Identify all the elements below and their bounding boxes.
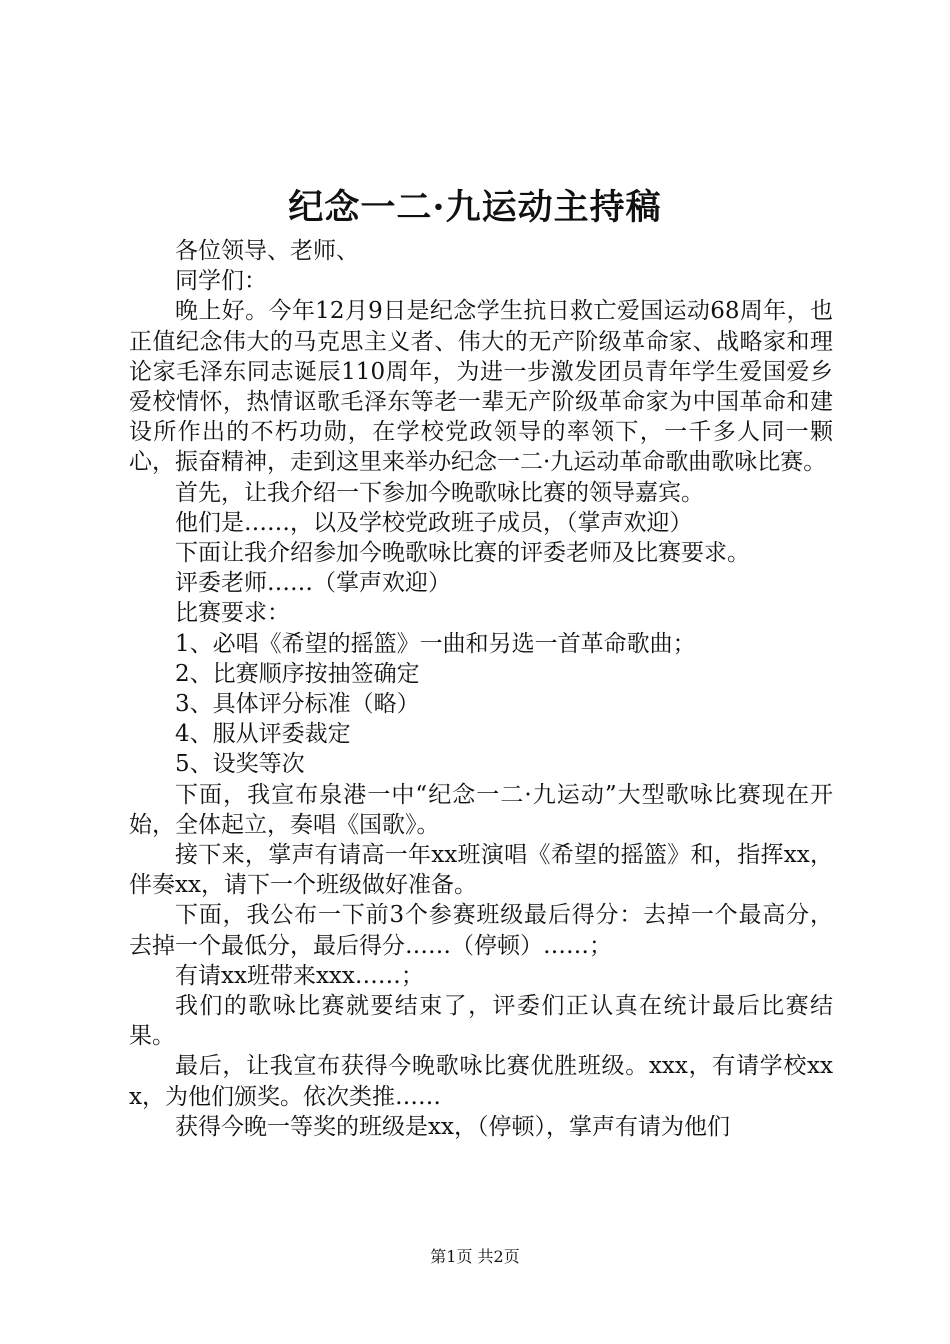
list-item: 3、具体评分标准（略） — [175, 691, 420, 718]
page-number-footer: 第1页 共2页 — [430, 1247, 520, 1266]
list-item: 4、服从评委裁定 — [175, 721, 351, 748]
document-body — [129, 236, 833, 1142]
paragraph: 下面，我宣布泉港一中“纪念一二·九运动”大型歌咏比赛现在开始，全体起立，奏唱《国歌》。 — [129, 781, 833, 838]
document-title: 纪念一二·九运动主持稿 — [288, 187, 662, 228]
paragraph: 下面，我公布一下前3个参赛班级最后得分：去掉一个最高分，去掉一个最低分，最后得分……（停顿）……； — [129, 902, 833, 959]
paragraph: 首先，让我介绍一下参加今晚歌咏比赛的领导嘉宾。 — [175, 479, 704, 506]
paragraph: 下面让我介绍参加今晚歌咏比赛的评委老师及比赛要求。 — [175, 540, 750, 567]
list-item: 5、设奖等次 — [175, 751, 305, 778]
paragraph: 我们的歌咏比赛就要结束了，评委们正认真在统计最后比赛结果。 — [129, 993, 833, 1050]
paragraph: 他们是……，以及学校党政班子成员，（掌声欢迎） — [175, 509, 693, 536]
paragraph: 最后，让我宣布获得今晚歌咏比赛优胜班级。xxx，有请学校xxx，为他们颁奖。依次类推…… — [129, 1053, 833, 1110]
paragraph: 同学们： — [175, 268, 267, 295]
paragraph: 比赛要求： — [175, 600, 290, 627]
paragraph: 晚上好。今年12月9日是纪念学生抗日救亡爱国运动68周年，也正值纪念伟大的马克思主义者、伟大的无产阶级革命家、战略家和理论家毛泽东同志诞辰110周年，为进一步激发团员青年学生爱国爱乡爱校情怀，热情讴歌毛泽东等老一辈无产阶级革命家为中国革命和建设所作出的不朽功勋，在学校党政领导的率领下，一千多人同一颗心，振奋精神，走到这里来举办纪念一二·九运动革命歌曲歌咏比赛。 — [129, 298, 833, 476]
paragraph: 评委老师……（掌声欢迎） — [175, 570, 451, 597]
paragraph: 有请xx班带来xxx……； — [175, 962, 424, 989]
list-item: 1、必唱《希望的摇篮》一曲和另选一首革命歌曲； — [175, 630, 696, 657]
list-item: 2、比赛顺序按抽签确定 — [175, 660, 420, 687]
paragraph: 各位领导、老师、 — [175, 238, 359, 264]
paragraph: 获得今晚一等奖的班级是xx，（停顿），掌声有请为他们 — [175, 1113, 730, 1140]
paragraph: 接下来，掌声有请高一年xx班演唱《希望的摇篮》和，指挥xx，伴奏xx，请下一个班级做好准备。 — [129, 842, 833, 899]
